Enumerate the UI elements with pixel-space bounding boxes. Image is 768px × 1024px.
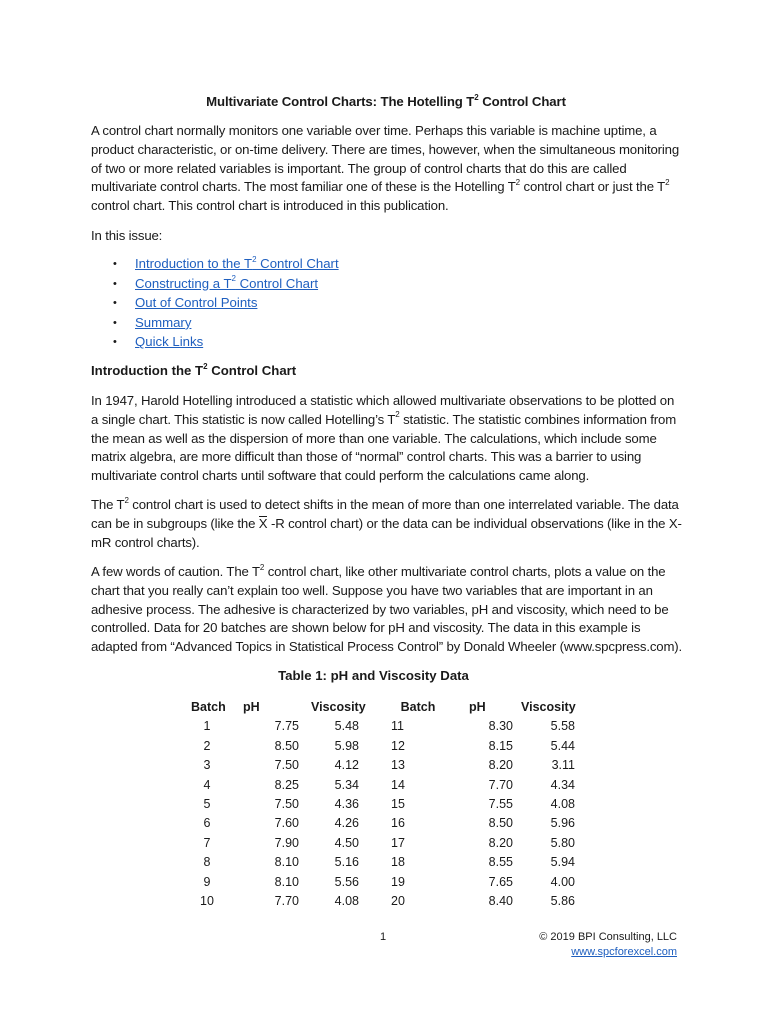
- column-header: pH: [243, 700, 260, 714]
- column-header: Viscosity: [521, 700, 576, 714]
- table-cell: 5.48: [334, 719, 359, 734]
- xbar-symbol: X: [259, 515, 268, 534]
- table-cell: 19: [391, 874, 405, 889]
- intro-paragraph: A control chart normally monitors one variable over time. Perhaps this variable is machine uptime, a product characteristic, or on-time delivery. There are times, however, when the simultaneous monitoring of two or more related variables is important. The group of control charts that do this are called multivariate control charts. The most familiar one of these is the Hotelling $T^2$ control chart or just the $T^2$ control chart. This control chart is introduced in this publication.: [91, 123, 680, 214]
- table-cell: 5.94: [550, 855, 575, 870]
- table-cell: 5.16: [334, 855, 359, 870]
- table-cell: 6: [203, 816, 211, 831]
- table-cell: 4.00: [550, 874, 575, 889]
- table-cell: 3: [203, 758, 211, 773]
- table-cell: 5.58: [550, 719, 575, 734]
- table-cell: 7.55: [488, 796, 513, 811]
- bullet-icon: •: [113, 297, 117, 310]
- table-cell: 4: [203, 777, 211, 792]
- bullet-icon: •: [113, 277, 117, 290]
- table-cell: 5.34: [334, 777, 359, 792]
- table-cell: 5.56: [334, 874, 359, 889]
- table-cell: 7.70: [488, 777, 513, 792]
- link-summary[interactable]: Summary: [135, 314, 192, 330]
- table-cell: 1: [203, 719, 211, 734]
- column-header: Batch: [191, 700, 226, 714]
- table-cell: 4.36: [334, 796, 359, 811]
- link-out-of-control-points[interactable]: Out of Control Points: [135, 295, 258, 311]
- table-title: Table 1: pH and Viscosity Data: [278, 668, 469, 683]
- table-cell: 7.60: [274, 816, 299, 831]
- link-quick-links[interactable]: Quick Links: [135, 334, 204, 350]
- table-cell: 8.25: [274, 777, 299, 792]
- table-cell: 8.50: [274, 738, 299, 753]
- table-cell: 7.50: [274, 796, 299, 811]
- table-cell: 5: [203, 796, 211, 811]
- page-number: 1: [380, 931, 387, 943]
- bullet-icon: •: [113, 258, 117, 270]
- table-cell: 7.90: [274, 835, 299, 850]
- table-cell: 8.20: [488, 758, 513, 773]
- table-cell: 5.80: [550, 835, 575, 850]
- table-cell: 16: [391, 816, 405, 831]
- table-cell: 5.44: [550, 738, 575, 753]
- table-cell: 17: [391, 835, 405, 850]
- table-cell: 3.11: [551, 758, 575, 773]
- table-cell: 7.65: [488, 874, 513, 889]
- table-cell: 7.75: [274, 719, 299, 734]
- bullet-icon: •: [113, 316, 117, 329]
- table-cell: 5.98: [334, 738, 359, 753]
- table-cell: 18: [391, 855, 405, 870]
- hotelling-history-paragraph: In 1947, Harold Hotelling introduced a statistic which allowed multivariate observations to be plotted on a single chart. This statistic is now called Hotelling’s $T^2$ statistic. The statistic combines information from the mean as well as the dispersion of more than one variable. The calculations, which include some matrix algebra, are more difficult than those of “normal” control charts. This was a barrier to using multivariate control charts until software that could perform the calculations came along.: [91, 393, 677, 484]
- table-cell: 15: [391, 796, 405, 811]
- table-cell: 8.10: [274, 874, 299, 889]
- table-cell: 11: [391, 719, 404, 734]
- table-cell: 4.08: [334, 893, 359, 908]
- website-link[interactable]: www.spcforexcel.com: [571, 946, 677, 958]
- table-cell: 14: [391, 777, 405, 792]
- bullet-icon: •: [113, 336, 117, 349]
- table-cell: 8.20: [488, 835, 513, 850]
- table-cell: 8.40: [488, 893, 513, 908]
- t2-purpose-paragraph: The $T^2$ control chart is used to detect shifts in the mean of more than one interrelated variable. The data can be in subgroups (like the X -R control chart) or the data can be individual observations (like in the X-mR control charts).: [91, 495, 682, 550]
- table-cell: 4.12: [334, 758, 359, 773]
- table-cell: 5.86: [550, 893, 575, 908]
- table-cell: 7.70: [274, 893, 299, 908]
- table-cell: 8: [203, 855, 211, 870]
- column-header: pH: [469, 700, 486, 714]
- table-cell: 5.96: [550, 816, 575, 831]
- table-cell: 20: [391, 893, 405, 908]
- column-header: Viscosity: [311, 700, 366, 714]
- table-cell: 7: [203, 835, 211, 850]
- section-heading: Introduction the $T^2$ Control Chart: [91, 361, 297, 378]
- column-header: Batch: [400, 700, 436, 714]
- table-cell: 4.26: [334, 816, 359, 831]
- table-cell: 12: [391, 738, 405, 753]
- table-cell: 4.08: [550, 796, 575, 811]
- table-cell: 8.50: [488, 816, 513, 831]
- caution-paragraph: A few words of caution. The $T^2$ control chart, like other multivariate control charts, plots a value on the chart that you really can’t explain too well. Suppose you have two variables that are important in an adhesive process. The adhesive is characterized by two variables, pH and viscosity, which need to be controlled. Data for 20 batches are shown below for pH and viscosity. The data in this example is adapted from “Advanced Topics in Statistical Process Control” by Donald Wheeler (www.spcpress.com).: [91, 562, 683, 655]
- copyright: © 2019 BPI Consulting, LLC: [539, 931, 677, 943]
- table-cell: 8.15: [488, 738, 513, 753]
- table-cell: 8.55: [488, 855, 513, 870]
- link-introduction[interactable]: Introduction to the $T^2$ Control Chart: [135, 254, 339, 271]
- table-cell: 8.30: [488, 719, 513, 734]
- table-cell: 7.50: [274, 758, 299, 773]
- in-this-issue-label: In this issue:: [91, 228, 163, 243]
- table-cell: 8.10: [274, 855, 299, 870]
- link-constructing[interactable]: Constructing a $T^2$ Control Chart: [135, 274, 319, 291]
- table-cell: 4.34: [550, 777, 575, 792]
- table-cell: 4.50: [334, 835, 359, 850]
- table-cell: 13: [391, 758, 405, 773]
- table-cell: 10: [200, 893, 214, 908]
- page-title: Multivariate Control Charts: The Hotelling $T^2$ Control Chart: [206, 92, 566, 109]
- table-cell: 2: [203, 738, 211, 753]
- table-cell: 9: [203, 874, 211, 889]
